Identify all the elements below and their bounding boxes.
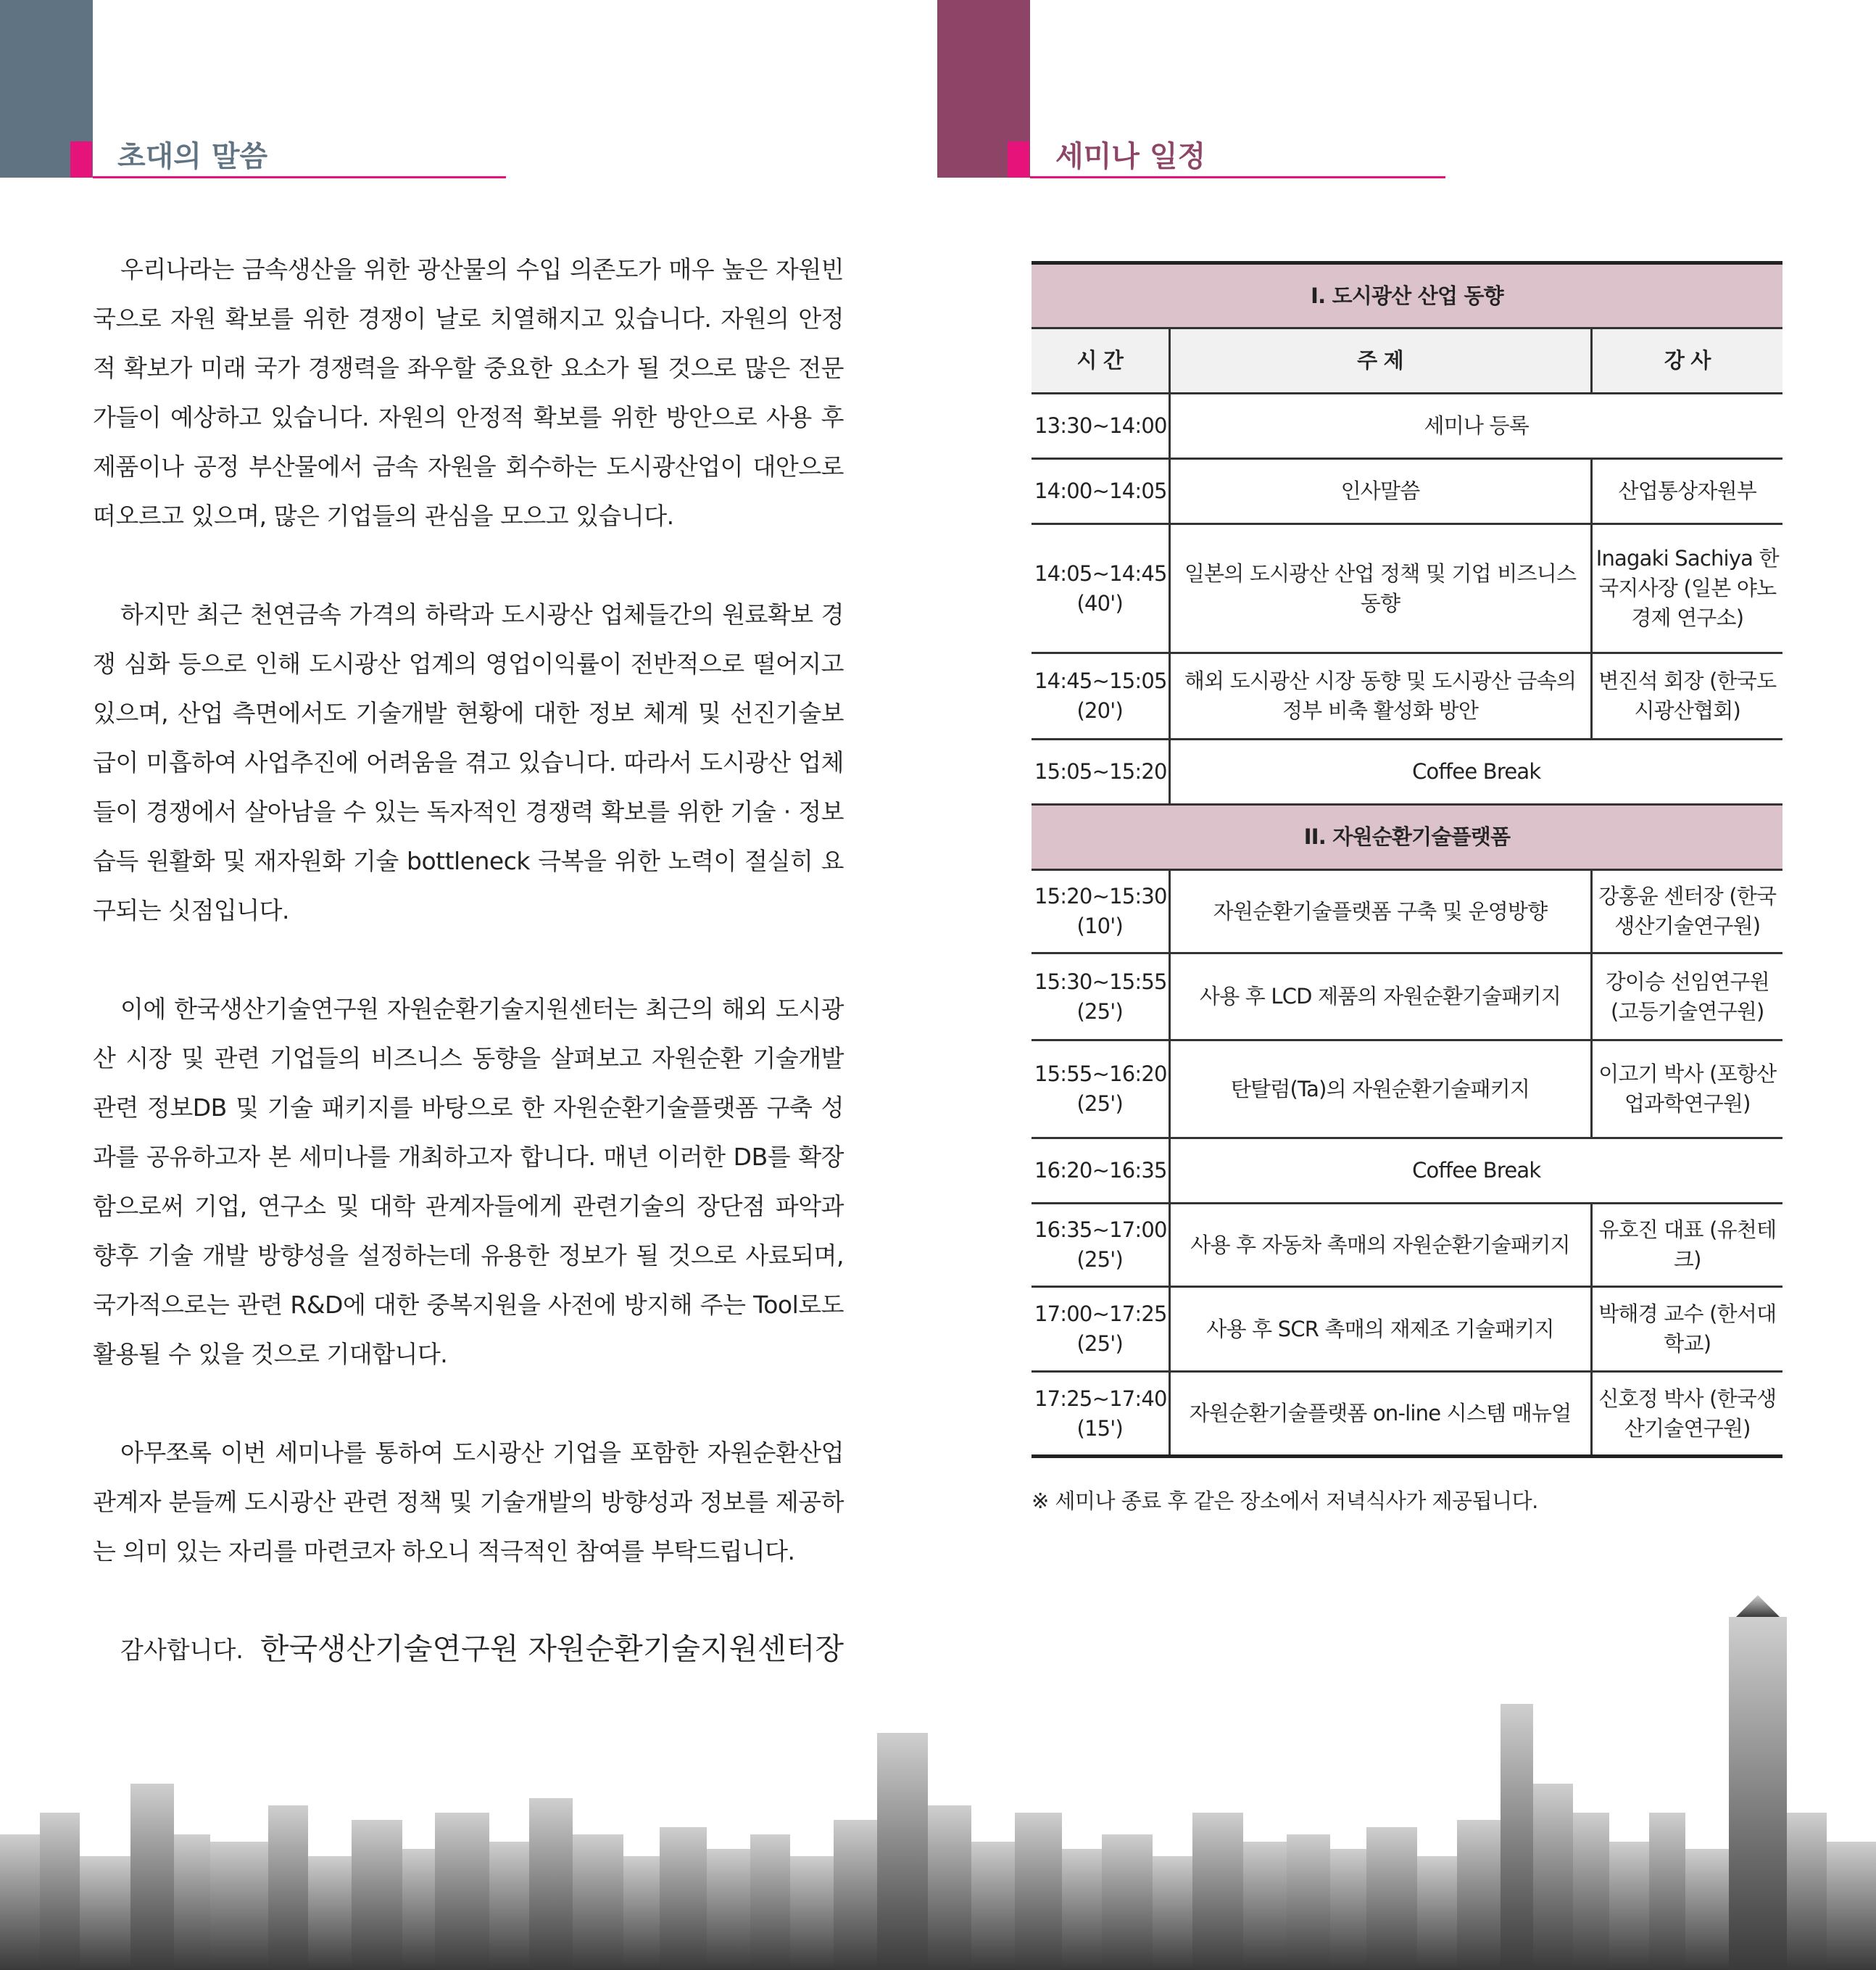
row-speaker: 강이승 선임연구원 (고등기술연구원) [1591, 953, 1782, 1040]
schedule-row [1032, 870, 1782, 953]
row-time [1032, 1204, 1169, 1287]
left-heading-marker [70, 141, 92, 178]
row-topic: 사용 후 LCD 제품의 자원순환기술패키지 [1169, 953, 1591, 1040]
row-speaker: 강홍윤 센터장 (한국생산기술연구원) [1591, 870, 1782, 953]
row-time [1032, 1287, 1169, 1372]
row-speaker: 박해경 교수 (한서대학교) [1591, 1287, 1782, 1372]
schedule-row [1032, 394, 1782, 459]
time-range: 16:35~17:00 [1034, 1217, 1167, 1242]
row-time [1032, 653, 1169, 740]
time-range: 14:05~14:45 [1034, 560, 1167, 586]
section-title-1: I. 도시광산 산업 동향 [1032, 263, 1782, 328]
right-heading: 세미나 일정 [1055, 140, 1206, 173]
time-range: 15:55~16:20 [1034, 1061, 1167, 1086]
left-heading: 초대의 말씀 [117, 140, 268, 173]
row-time [1032, 524, 1169, 653]
row-speaker: 변진석 회장 (한국도시광산협회) [1591, 653, 1782, 740]
column-header-topic: 주 제 [1169, 328, 1591, 394]
letter-paragraph-4: 아무쪼록 이번 세미나를 통하여 도시광산 기업을 포함한 자원순환산업 관계자 분들께 도시광산 관련 정책 및 기술개발의 방향성과 정보를 제공하는 의미 있는 자리를 마련코자 하오니 적극적인 참여를 부탁드립니다. [93, 1439, 844, 1565]
row-time [1032, 870, 1169, 953]
time-range: 16:20~16:35 [1034, 1158, 1167, 1183]
time-range: 17:00~17:25 [1034, 1301, 1167, 1326]
row-time [1032, 1372, 1169, 1457]
left-heading-underline [93, 176, 506, 178]
row-topic: 사용 후 SCR 촉매의 재제조 기술패키지 [1169, 1287, 1591, 1372]
row-time [1032, 459, 1169, 524]
schedule-row [1032, 953, 1782, 1040]
row-topic: Coffee Break [1169, 740, 1782, 805]
schedule-row [1032, 459, 1782, 524]
letter-paragraph-1: 우리나라는 금속생산을 위한 광산물의 수입 의존도가 매우 높은 자원빈국으로 자원 확보를 위한 경쟁이 날로 치열해지고 있습니다. 자원의 안정적 확보가 미래 국가 경쟁력을 좌우할 중요한 요소가 될 것으로 많은 전문가들이 예상하고 있습니다. 자원의 안정적 확보를 위한 방안으로 사용 후 제품이나 공정 부산물에서 금속 자원을 회수하는 도시광산업이 대안으로 떠오르고 있으며, 많은 기업들의 관심을 모으고 있습니다. [93, 255, 844, 530]
letter-paragraph-3: 이에 한국생산기술연구원 자원순환기술지원센터는 최근의 해외 도시광산 시장 및 관련 기업들의 비즈니스 동향을 살펴보고 자원순환 기술개발 관련 정보DB 및 기술 패키지를 바탕으로 한 자원순환기술플랫폼 구축 성과를 공유하고자 본 세미나를 개최하고자 합니다. 매년 이러한 DB를 확장함으로써 기업, 연구소 및 대학 관계자들에게 관련기술의 장단점 파악과 향후 기술 개발 방향성을 설정하는데 유용한 정보가 될 것으로 사료되며, 국가적으로는 관련 R&D에 대한 중복지원을 사전에 방지해 주는 Tool로도 활용될 수 있을 것으로 기대합니다. [93, 995, 844, 1368]
row-time [1032, 953, 1169, 1040]
time-range: 15:05~15:20 [1034, 759, 1167, 784]
column-header-speaker: 강 사 [1591, 328, 1782, 394]
right-heading-underline [1030, 176, 1445, 178]
schedule-row [1032, 1204, 1782, 1287]
row-speaker: 이고기 박사 (포항산업과학연구원) [1591, 1040, 1782, 1138]
row-topic: 일본의 도시광산 산업 정책 및 기업 비즈니스 동향 [1169, 524, 1591, 653]
duration: (40') [1076, 590, 1123, 616]
letter-signature: 한국생산기술연구원 자원순환기술지원센터장 [260, 1631, 844, 1666]
row-time [1032, 1138, 1169, 1204]
schedule-row [1032, 1372, 1782, 1457]
schedule-row [1032, 1138, 1782, 1204]
row-topic: Coffee Break [1169, 1138, 1782, 1204]
duration: (25') [1076, 998, 1123, 1024]
row-topic: 해외 도시광산 시장 동향 및 도시광산 금속의 정부 비축 활성화 방안 [1169, 653, 1591, 740]
row-topic: 사용 후 자동차 촉매의 자원순환기술패키지 [1169, 1204, 1591, 1287]
row-time [1032, 394, 1169, 459]
row-speaker: 신호정 박사 (한국생산기술연구원) [1591, 1372, 1782, 1457]
city-skyline-image [0, 1595, 1876, 1970]
schedule-row [1032, 1040, 1782, 1138]
duration: (20') [1076, 698, 1123, 723]
row-topic: 자원순환기술플랫폼 구축 및 운영방향 [1169, 870, 1591, 953]
schedule-row [1032, 1287, 1782, 1372]
time-range: 14:45~15:05 [1034, 669, 1167, 693]
schedule-row [1032, 740, 1782, 805]
duration: (25') [1076, 1247, 1123, 1272]
row-speaker: 유호진 대표 (유천테크) [1591, 1204, 1782, 1287]
invitation-letter [93, 245, 844, 1675]
section-row-1 [1032, 263, 1782, 328]
row-speaker: 산업통상자원부 [1591, 459, 1782, 524]
time-range: 15:20~15:30 [1034, 884, 1167, 909]
letter-paragraph-2: 하지만 최근 천연금속 가격의 하락과 도시광산 업체들간의 원료확보 경쟁 심화 등으로 인해 도시광산 업계의 영업이익률이 전반적으로 떨어지고 있으며, 산업 측면에서도 기술개발 현황에 대한 정보 체계 및 선진기술보급이 미흡하여 사업추진에 어려움을 겪고 있습니다. 따라서 도시광산 업체들이 경쟁에서 살아남을 수 있는 독자적인 경쟁력 확보를 위한 기술 · 정보 습득 원활화 및 재자원화 기술 bottleneck 극복을 위한 노력이 절실히 요구되는 싯점입니다. [93, 600, 844, 924]
right-heading-marker [1008, 141, 1029, 178]
letter-thanks: 감사합니다. [120, 1636, 244, 1664]
row-topic: 인사말씀 [1169, 459, 1591, 524]
duration: (15') [1076, 1415, 1123, 1441]
time-range: 17:25~17:40 [1034, 1386, 1167, 1411]
row-speaker: Inagaki Sachiya 한국지사장 (일본 야노경제 연구소) [1591, 524, 1782, 653]
time-range: 13:30~14:00 [1034, 413, 1167, 438]
time-range: 14:00~14:05 [1034, 479, 1167, 503]
row-topic: 탄탈럼(Ta)의 자원순환기술패키지 [1169, 1040, 1591, 1138]
duration: (25') [1076, 1091, 1123, 1116]
row-topic: 세미나 등록 [1169, 394, 1782, 459]
schedule-row [1032, 524, 1782, 653]
row-topic: 자원순환기술플랫폼 on-line 시스템 매뉴얼 [1169, 1372, 1591, 1457]
duration: (10') [1076, 914, 1123, 938]
column-header-time: 시 간 [1032, 328, 1169, 394]
row-time [1032, 1040, 1169, 1138]
column-header-row [1032, 328, 1782, 394]
time-range: 15:30~15:55 [1034, 969, 1167, 994]
section-title-2: II. 자원순환기술플랫폼 [1032, 805, 1782, 870]
duration: (25') [1076, 1331, 1123, 1356]
dinner-note: ※ 세미나 종료 후 같은 장소에서 저녁식사가 제공됩니다. [1032, 1489, 1538, 1513]
section-row-2 [1032, 805, 1782, 870]
seminar-schedule-table [1032, 261, 1782, 1458]
row-time [1032, 740, 1169, 805]
schedule-row [1032, 653, 1782, 740]
